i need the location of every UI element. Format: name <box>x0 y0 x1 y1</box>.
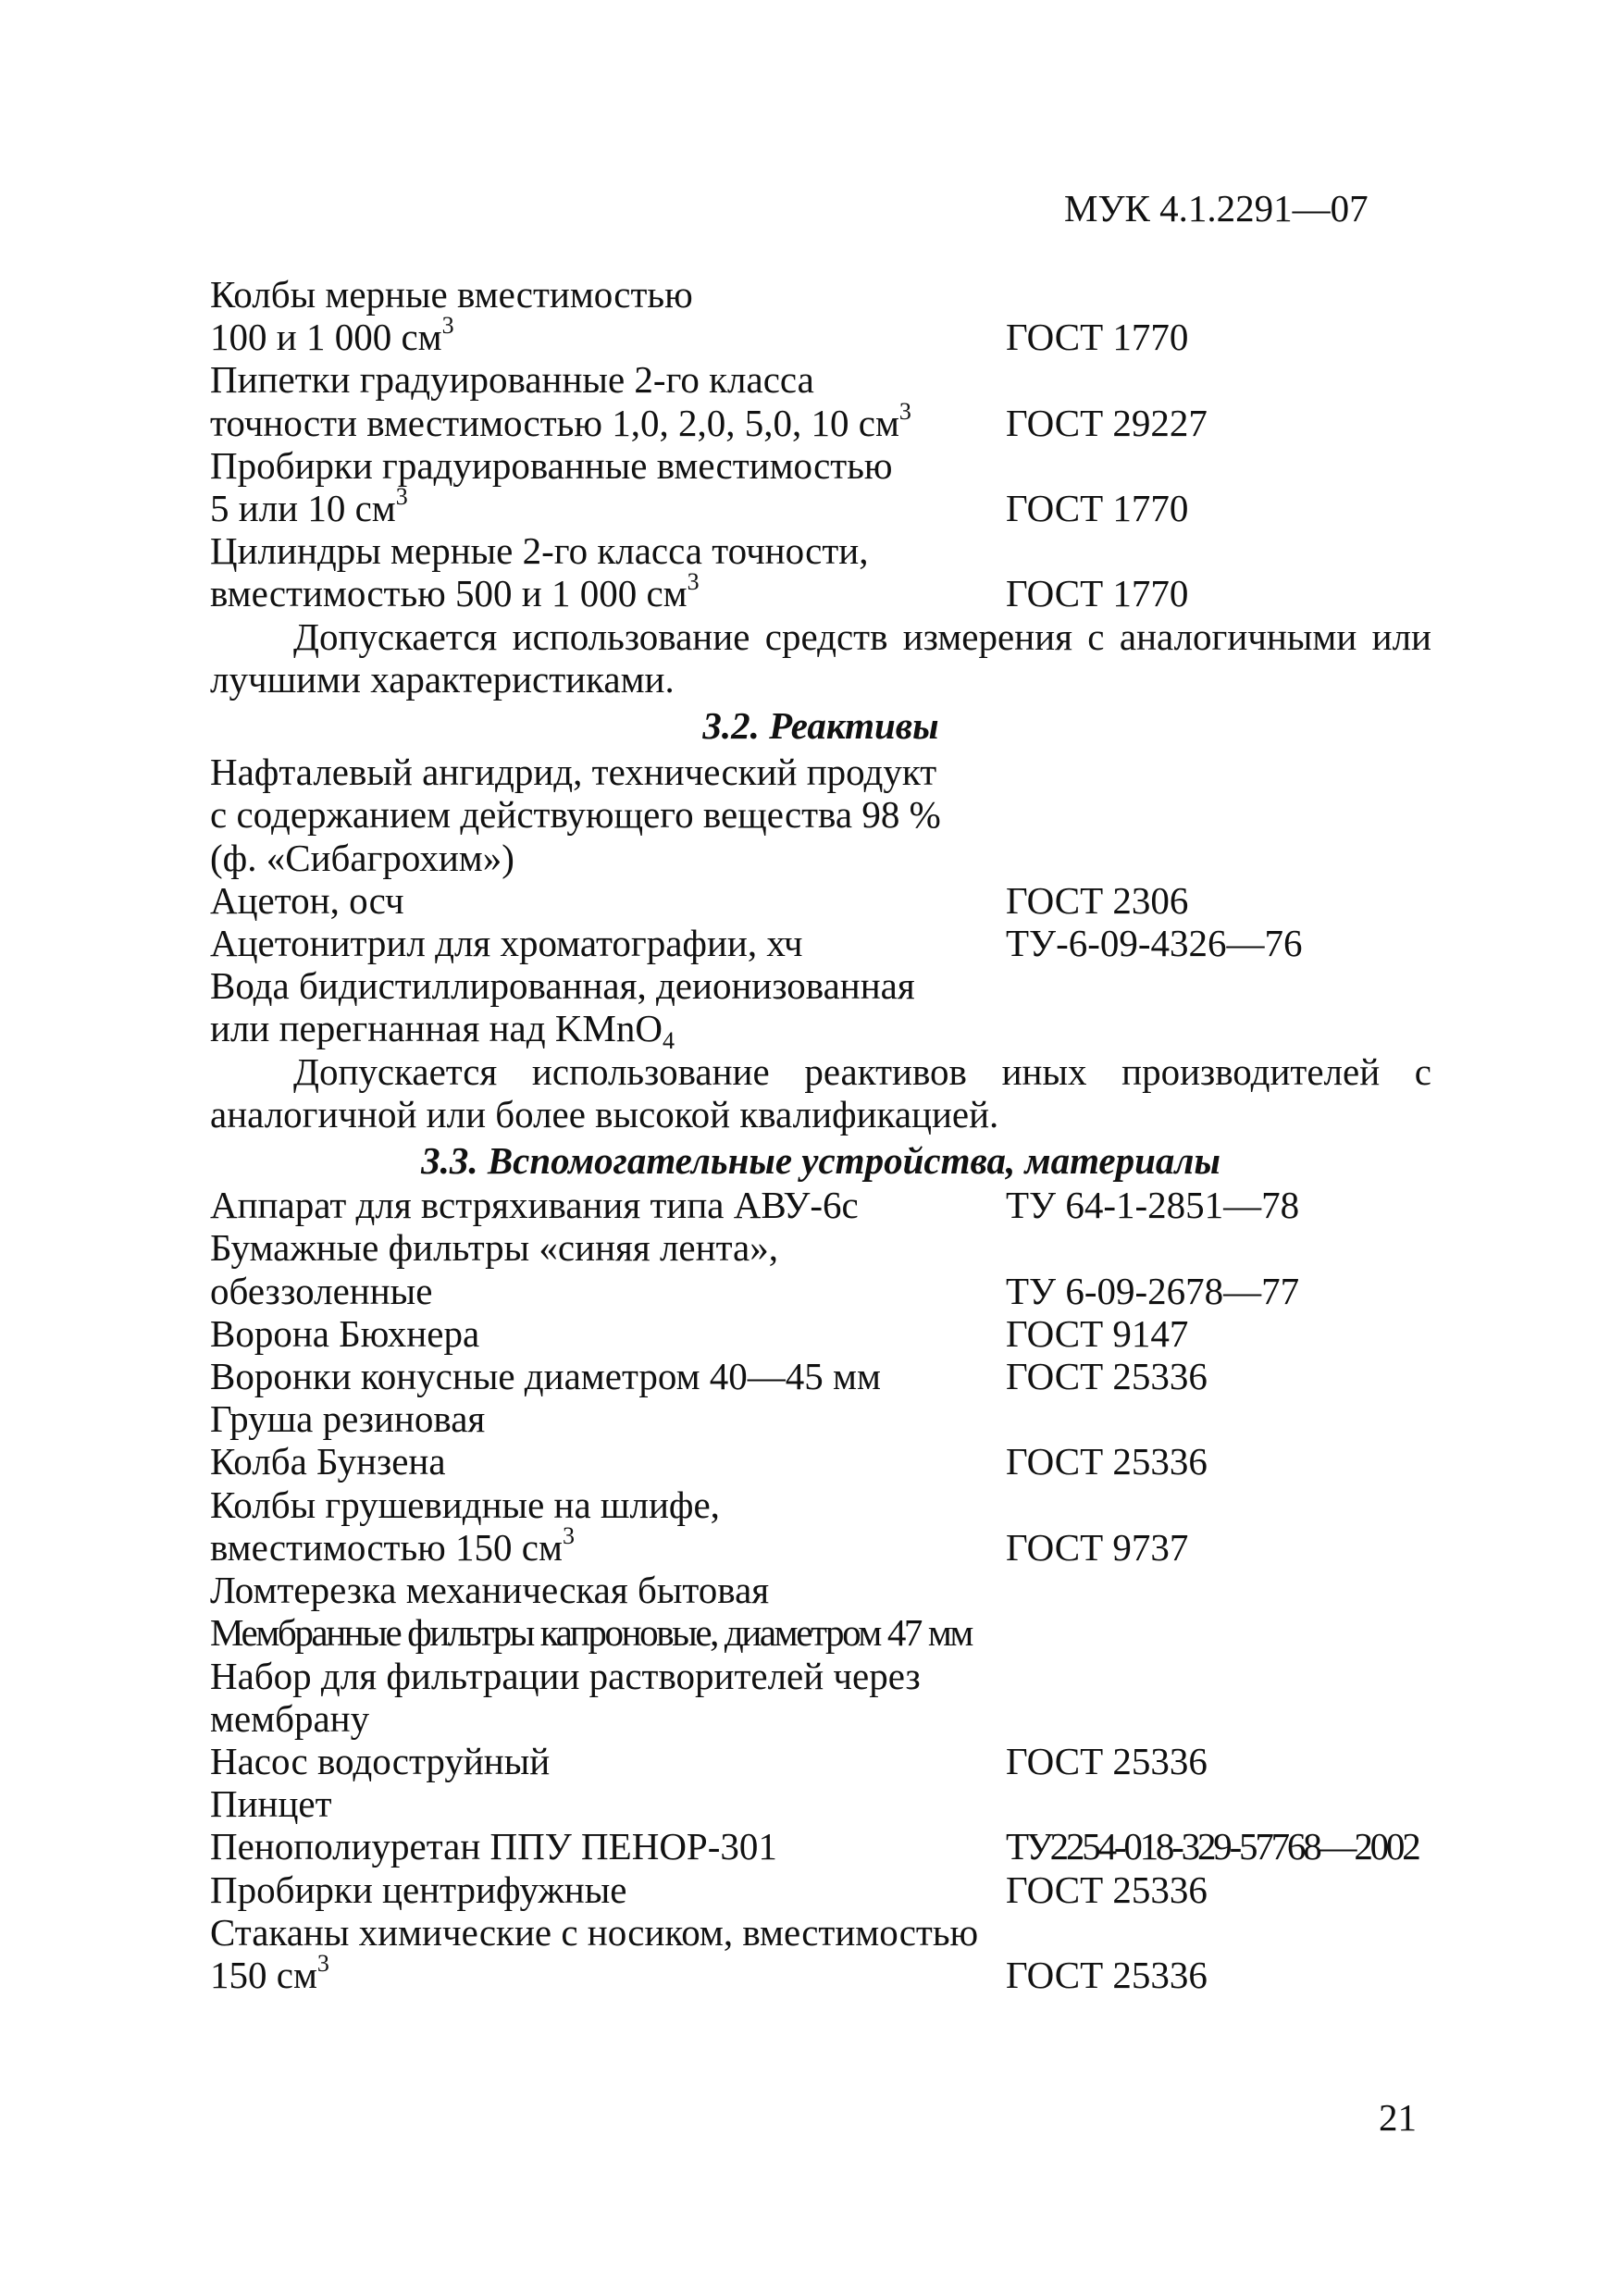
note-paragraph: Допускается использование средств измерения с аналогичными или лучшими характеристиками. <box>210 614 1431 701</box>
note-paragraph: Допускается использование реактивов иных производителей с аналогичной или более высокой квалификацией. <box>210 1049 1431 1136</box>
list-item: Набор для фильтрации растворителей через мембрану <box>210 1654 921 1740</box>
page-content <box>210 273 1431 1996</box>
section-heading: 3.2. Реактивы <box>702 704 939 748</box>
list-item: Мембранные фильтры капроновые, диаметром 47 мм <box>210 1611 972 1655</box>
list-item: Колбы мерные вместимостью 100 и 1 000 $см^3$ ГОСТ 1770 <box>210 273 1431 358</box>
list-item: Бумажные фильтры «синяя лента», обеззоленные ТУ 6-09-2678—77 <box>210 1226 1431 1311</box>
running-head: МУК 4.1.2291—07 <box>1064 187 1369 230</box>
list-item: Аппарат для встряхивания типа АВУ-6с ТУ 64-1-2851—78 <box>210 1184 1431 1226</box>
standard-ref: ТУ 64-1-2851—78 <box>1006 1184 1300 1227</box>
list-item: Ацетонитрил для хроматографии, хч ТУ-6-09-4326—76 <box>210 922 1431 964</box>
list-item: Насос водоструйный ГОСТ 25336 <box>210 1740 1431 1782</box>
list-item: Ворона Бюхнера ГОСТ 9147 <box>210 1312 1431 1355</box>
standard-ref: ГОСТ 29227 <box>1006 401 1208 444</box>
list-item: Груша резиновая <box>210 1397 486 1441</box>
list-item: Пробирки центрифужные ГОСТ 25336 <box>210 1868 1431 1911</box>
list-item: Стаканы химические с носиком, вместимостью 150 $см^3$ ГОСТ 25336 <box>210 1911 1431 1996</box>
list-item: Пенополиуретан ППУ ПЕНОР-301 ТУ2254-018-329-57768—2002 <box>210 1825 1431 1868</box>
standard-ref: ГОСТ 1770 <box>1006 316 1189 359</box>
standard-ref: ГОСТ 1770 <box>1006 572 1189 615</box>
standard-ref: ТУ 6-09-2678—77 <box>1006 1269 1300 1312</box>
list-item: Пипетки градуированные 2-го класса точности вместимостью 1,0, 2,0, 5,0, 10 $см^3$ ГОСТ 29227 <box>210 358 1431 443</box>
list-item: Воронки конусные диаметром 40—45 мм ГОСТ 25336 <box>210 1355 1431 1397</box>
standard-ref: ГОСТ 25336 <box>1006 1739 1208 1782</box>
standard-ref: ГОСТ 25336 <box>1006 1868 1208 1911</box>
list-item: Пинцет <box>210 1782 332 1826</box>
page-number: 21 <box>1379 2096 1417 2139</box>
list-item: Ломтерезка механическая бытовая <box>210 1569 770 1612</box>
list-item: Цилиндры мерные 2-го класса точности, вместимостью 500 и 1 000 $см^3$ ГОСТ 1770 <box>210 529 1431 614</box>
standard-ref: ГОСТ 2306 <box>1006 878 1189 922</box>
standard-ref: ГОСТ 1770 <box>1006 487 1189 530</box>
list-item: Колбы грушевидные на шлифе, вместимостью 150 $см^3$ ГОСТ 9737 <box>210 1483 1431 1569</box>
standard-ref: ТУ-6-09-4326—76 <box>1006 922 1303 965</box>
list-item: Нафталевый ангидрид, технический продукт с содержанием действующего вещества 98 % (ф. «Сибагрохим») <box>210 751 941 879</box>
standard-ref: ГОСТ 25336 <box>1006 1440 1208 1483</box>
section-heading: 3.3. Вспомогательные устройства, материалы <box>421 1139 1220 1183</box>
list-item: Пробирки градуированные вместимостью 5 или 10 $см^3$ ГОСТ 1770 <box>210 444 1431 529</box>
standard-ref: ГОСТ 25336 <box>1006 1953 1208 1996</box>
list-item: Вода бидистиллированная, деионизованная или перегнанная над KMnO$_4$ <box>210 964 915 1055</box>
list-item: Ацетон, осч ГОСТ 2306 <box>210 879 1431 922</box>
list-item: Колба Бунзена ГОСТ 25336 <box>210 1440 1431 1483</box>
standard-ref: ГОСТ 25336 <box>1006 1355 1208 1398</box>
standard-ref: ГОСТ 9147 <box>1006 1311 1189 1355</box>
standard-ref: ТУ2254-018-329-57768—2002 <box>1006 1825 1419 1868</box>
standard-ref: ГОСТ 9737 <box>1006 1525 1189 1569</box>
